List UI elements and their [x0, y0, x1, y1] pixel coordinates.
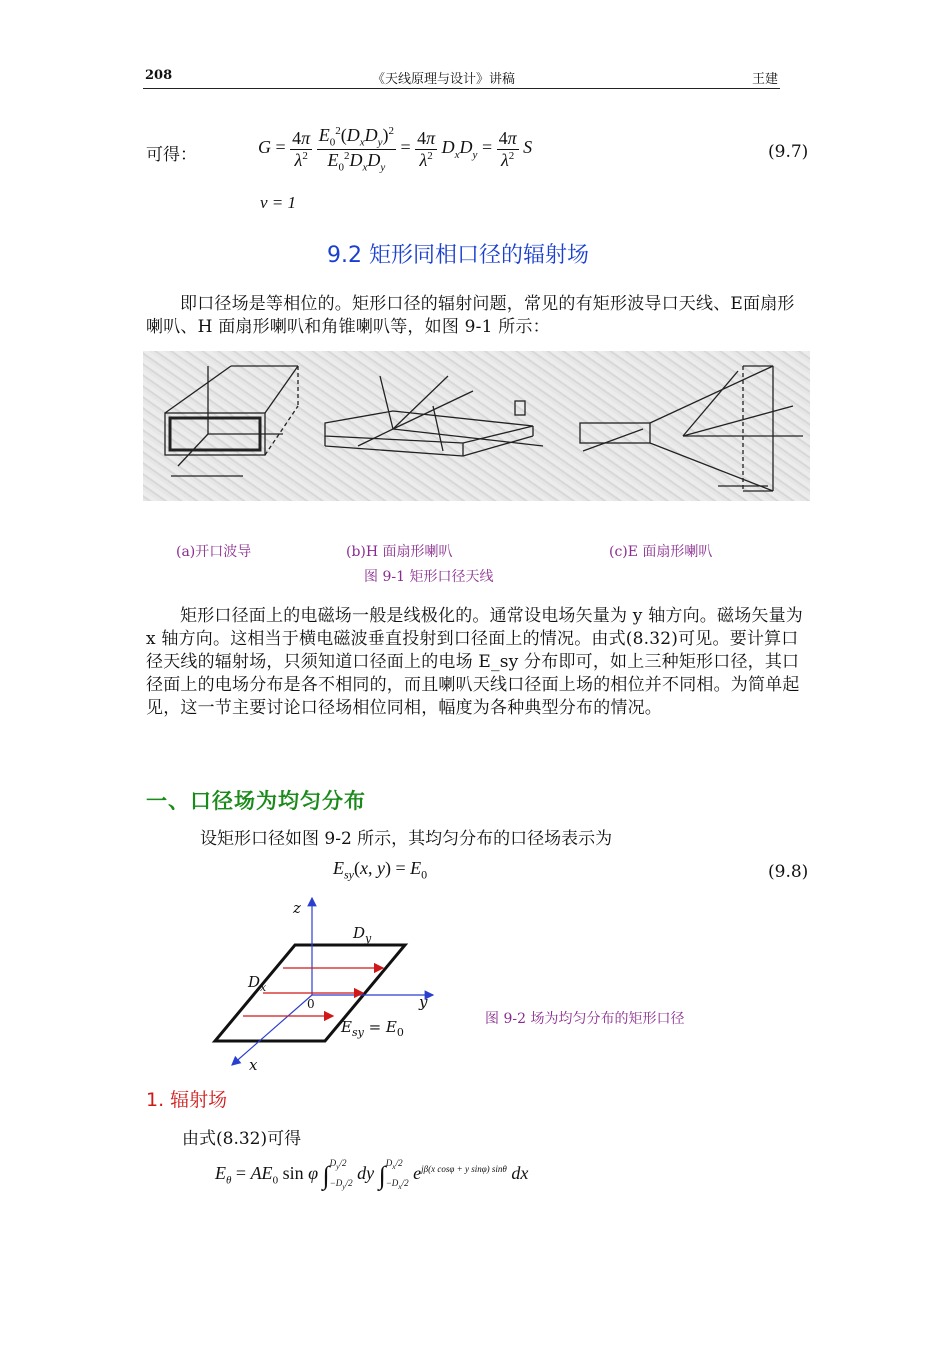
etheta-formula: $E_\theta = AE_0$ sin φ ∫ $D_y/2$ $-D_y/2$ dy ∫ $D_x/2$ $-D_x/2$ $e^{j\beta(x cos\varphi + y sin\varphi) sin\theta}$ dx	[215, 1158, 529, 1191]
intro-paragraph: 即口径场是等相位的。矩形口径的辐射问题，常见的有矩形波导口天线、E面扇形喇叭、H 面扇形喇叭和角锥喇叭等，如图 9-1 所示：	[146, 294, 795, 337]
fig91-caption-b: (b)H 面扇形喇叭	[346, 544, 453, 560]
subsubsection-title: 1. 辐射场	[146, 1089, 228, 1111]
eq98-formula: $E_{sy}(x$, $y) = E_0$	[333, 858, 428, 882]
origin-label: 0	[307, 997, 315, 1011]
eq98-number: (9.8)	[768, 862, 809, 882]
running-title: 《天线原理与设计》讲稿	[372, 72, 516, 87]
x-axis-label: x	[249, 1056, 258, 1074]
figure-9-2-diagram	[205, 895, 445, 1075]
fig92-caption: 图 9-2 场为均匀分布的矩形口径	[485, 1011, 685, 1027]
eq97-v: v = 1	[260, 193, 297, 212]
fig91-caption-a: (a)开口波导	[176, 544, 252, 560]
z-axis-label: z	[293, 899, 301, 917]
esy-label: $E_{sy} = E_0$	[341, 1018, 404, 1039]
eq97-number: (9.7)	[768, 142, 809, 162]
header-rule	[143, 88, 780, 89]
author: 王建	[752, 72, 779, 87]
antenna-drawings	[143, 351, 810, 501]
eq97-lead: 可得：	[146, 145, 197, 165]
section-title: 9.2 矩形同相口径的辐射场	[327, 243, 589, 268]
body-paragraph: 矩形口径面上的电磁场一般是线极化的。通常设电场矢量为 y 轴方向。磁场矢量为 x 轴方向。这相当于横电磁波垂直投射到口径面上的情况。由式(8.32)可见。要计算口径天线的辐射场，只须知道口径面上的电场 E_sy 分布即可，如上三种矩形口径，其口径面上的电场分布是各不相同的，而且喇叭天线口径面上场的相位并不同相。为简单起见，这一节主要讨论口径场相位同相，幅度为各种典型分布的情况。	[146, 606, 804, 718]
subsection-title: 一、口径场为均匀分布	[146, 789, 366, 813]
dy-label: $D_y$	[353, 924, 372, 945]
figure-9-1-image	[143, 351, 810, 501]
y-axis-label: y	[419, 993, 428, 1011]
dx-label: $D_x$	[248, 973, 267, 994]
subsubsection-text: 由式(8.32)可得	[182, 1129, 302, 1149]
fig91-caption-c: (c)E 面扇形喇叭	[609, 544, 713, 560]
fig91-title: 图 9-1 矩形口径天线	[364, 569, 494, 585]
subsection-text: 设矩形口径如图 9-2 所示，其均匀分布的口径场表示为	[200, 829, 613, 849]
eq97-formula: G = $\frac{4\pi}{\lambda^2}$ $\frac{E_0^2(D_xD_y)^2}{E_0^2D_xD_y}$ = $\frac{4\pi}{\lambda^2}$ $D_xD_y$ = $\frac{4\pi}{\lambda^2}$ S	[258, 125, 533, 174]
page-number: 208	[145, 68, 173, 83]
